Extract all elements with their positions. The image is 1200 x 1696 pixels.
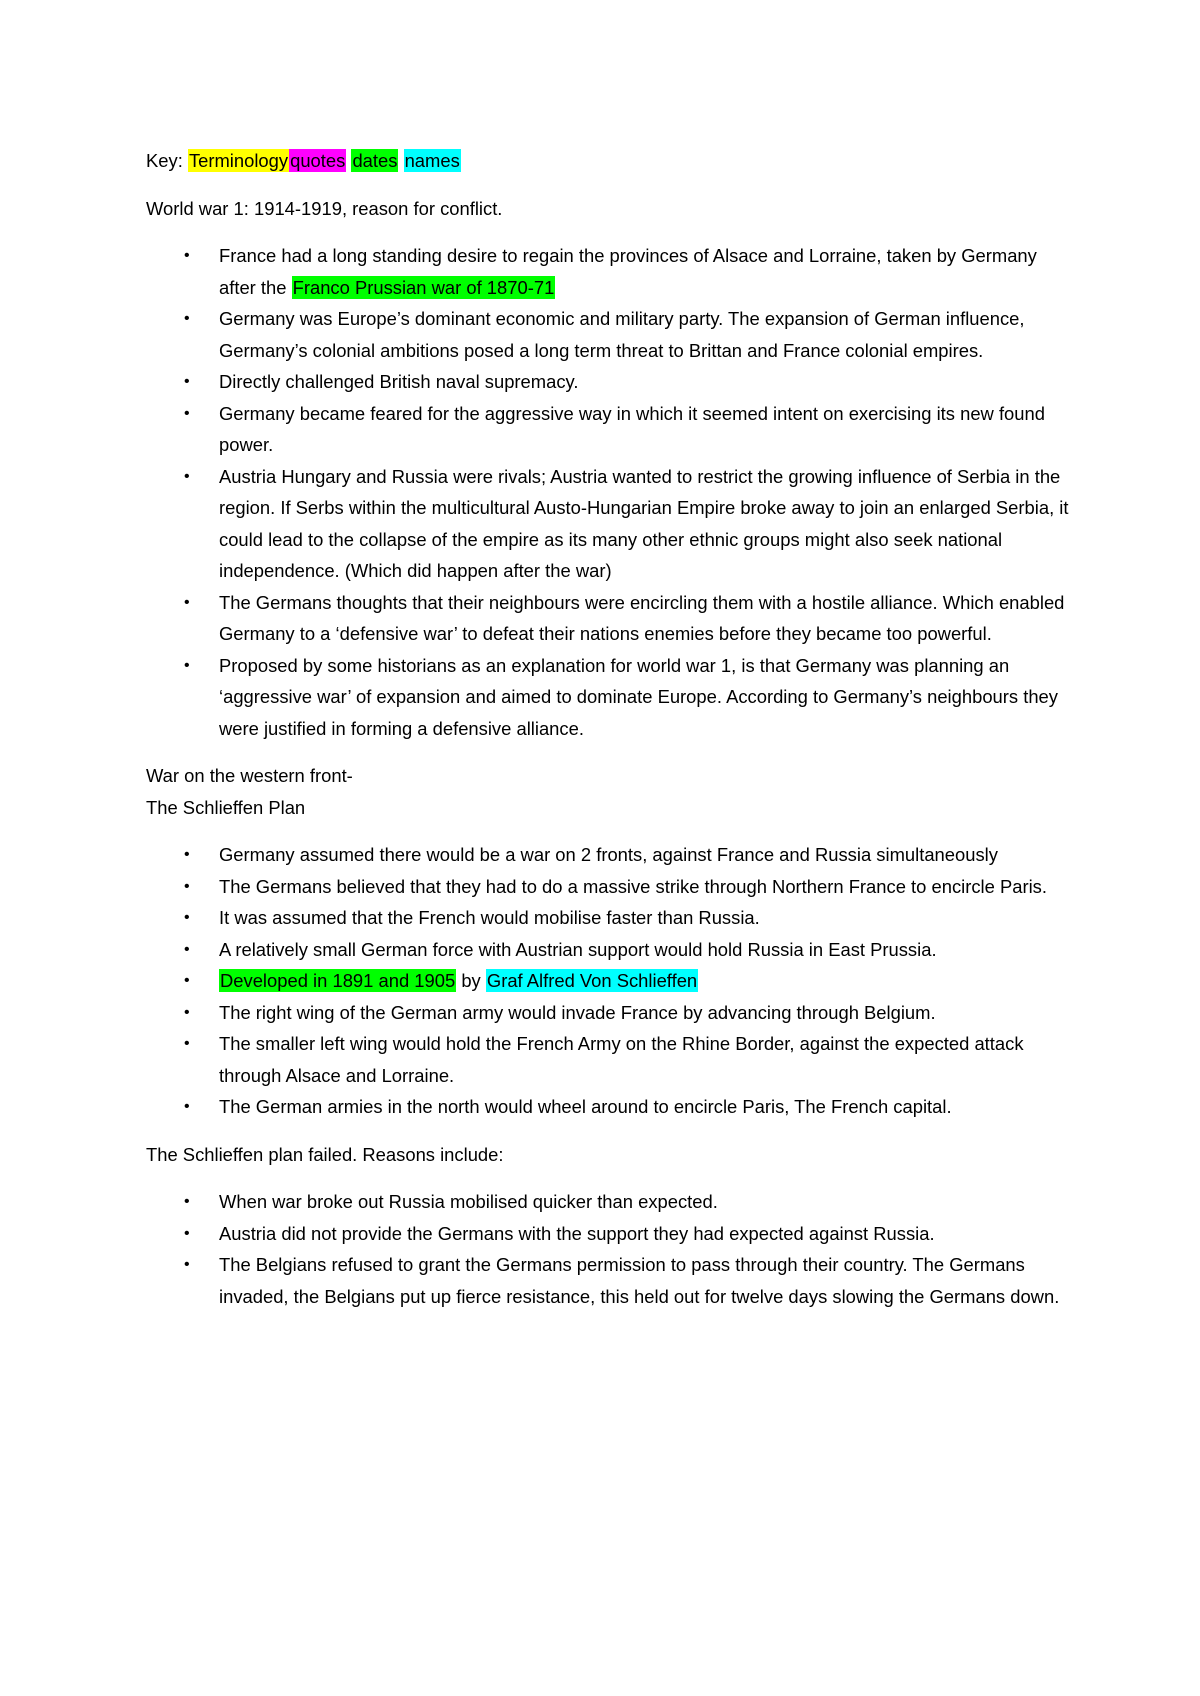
bullet-icon: • — [184, 1256, 190, 1273]
bullet-icon: • — [184, 1193, 190, 1210]
list-item — [184, 839, 1070, 871]
date-highlight: Developed in 1891 and 1905 — [220, 970, 456, 991]
bullet-icon: • — [184, 373, 190, 390]
list-item — [184, 997, 1070, 1029]
list-item — [184, 587, 1070, 650]
bullet-icon: • — [184, 972, 190, 989]
list-item-text: Austria Hungary and Russia were rivals; Austria wanted to restrict the growing influence of Serbia in the region. If Serbs within the multicultural Austo-Hungarian Empire broke away to join an enlarged Serbia, it could lead to the collapse of the empire as its many other ethnic groups might also seek national independence. (Which did happen after the war) — [219, 465, 1069, 581]
list-item-text: The German armies in the north would wheel around to encircle Paris, The French capital. — [219, 1096, 952, 1117]
bullet-icon: • — [184, 940, 190, 958]
bullet-icon: • — [184, 1035, 190, 1052]
list-item-text: Germany became feared for the aggressive way in which it seemed intent on exercising its new found power. — [219, 402, 1045, 455]
list-item — [184, 1091, 1070, 1123]
bullet-icon: • — [184, 1003, 190, 1021]
list-item — [184, 965, 1070, 997]
bullet-icon: • — [184, 1224, 190, 1242]
bullet-icon: • — [184, 909, 190, 926]
section3-list — [146, 1186, 1070, 1312]
bullet-icon: • — [184, 846, 190, 863]
section3-heading: The Schlieffen plan failed. Reasons include: — [146, 1143, 504, 1165]
list-item-text: France had a long standing desire to regain the provinces of Alsace and Lorraine, taken by Germany after the — [219, 245, 1037, 298]
date-highlight: Franco Prussian war of 1870-71 — [292, 276, 555, 298]
bullet-icon: • — [184, 247, 190, 264]
bullet-icon: • — [184, 467, 190, 485]
list-item-text: The smaller left wing would hold the French Army on the Rhine Border, against the expected attack through Alsace and Lorraine. — [219, 1033, 1024, 1086]
key-dates: dates — [352, 150, 398, 171]
key-names: names — [404, 150, 460, 171]
list-item — [184, 398, 1070, 461]
list-item — [184, 934, 1070, 966]
list-item-text: Proposed by some historians as an explanation for world war 1, is that Germany was planning an ‘aggressive war’ of expansion and aimed to dominate Europe. According to Germany’s neighbours they were justified in forming a defensive alliance. — [219, 654, 1058, 739]
list-item-text: The right wing of the German army would invade France by advancing through Belgium. — [219, 1001, 936, 1023]
section1-list — [146, 240, 1070, 744]
list-item-text: When war broke out Russia mobilised quicker than expected. — [219, 1191, 718, 1212]
list-item — [184, 1028, 1070, 1091]
bullet-icon: • — [184, 877, 190, 895]
key-quotes: quotes — [290, 150, 346, 171]
bullet-icon: • — [184, 310, 190, 327]
list-item-text: Germany was Europe’s dominant economic and military party. The expansion of German influence, Germany’s colonial ambitions posed a long term threat to Brittan and France colonial empires. — [219, 308, 1025, 361]
key-legend — [146, 145, 1070, 177]
section2-heading-line2: The Schlieffen Plan — [146, 796, 306, 818]
list-item-text: Germany assumed there would be a war on 2 fronts, against France and Russia simultaneously — [219, 844, 998, 865]
list-item-text: The Germans thoughts that their neighbours were encircling them with a hostile alliance. Which enabled Germany to a ‘defensive war’ to defeat their nations enemies before they became too powerful. — [219, 591, 1065, 644]
bullet-icon: • — [184, 404, 190, 422]
name-highlight: Graf Alfred Von Schlieffen — [486, 970, 698, 991]
list-item — [184, 902, 1070, 934]
list-item-text: Austria did not provide the Germans with the support they had expected against Russia. — [219, 1222, 935, 1244]
section2-heading-line1: War on the western front- — [146, 765, 353, 786]
list-item-text: A relatively small German force with Austrian support would hold Russia in East Prussia. — [219, 938, 937, 960]
bullet-icon: • — [184, 1098, 190, 1115]
list-item — [184, 461, 1070, 587]
section2-list — [146, 839, 1070, 1123]
section1-heading: World war 1: 1914-1919, reason for conflict. — [146, 197, 503, 219]
key-terminology: Terminology — [188, 150, 289, 171]
list-item-text: It was assumed that the French would mobilise faster than Russia. — [219, 907, 760, 928]
list-item-text: The Belgians refused to grant the Germans permission to pass through their country. The Germans invaded, the Belgians put up fierce resistance, this held out for twelve days slowing the Germans down. — [219, 1254, 1060, 1307]
list-item — [184, 1218, 1070, 1250]
list-item-text: by — [461, 970, 481, 991]
bullet-icon: • — [184, 656, 190, 674]
list-item — [184, 366, 1070, 398]
bullet-icon: • — [184, 593, 190, 611]
key-label: Key: — [146, 150, 183, 171]
list-item-text: The Germans believed that they had to do a massive strike through Northern France to encircle Paris. — [219, 875, 1047, 897]
list-item — [184, 303, 1070, 366]
list-item — [184, 650, 1070, 745]
list-item — [184, 1249, 1070, 1312]
list-item — [184, 240, 1070, 303]
list-item — [184, 1186, 1070, 1218]
list-item — [184, 871, 1070, 903]
section2-heading — [146, 760, 1070, 823]
list-item-text: Directly challenged British naval supremacy. — [219, 371, 579, 392]
